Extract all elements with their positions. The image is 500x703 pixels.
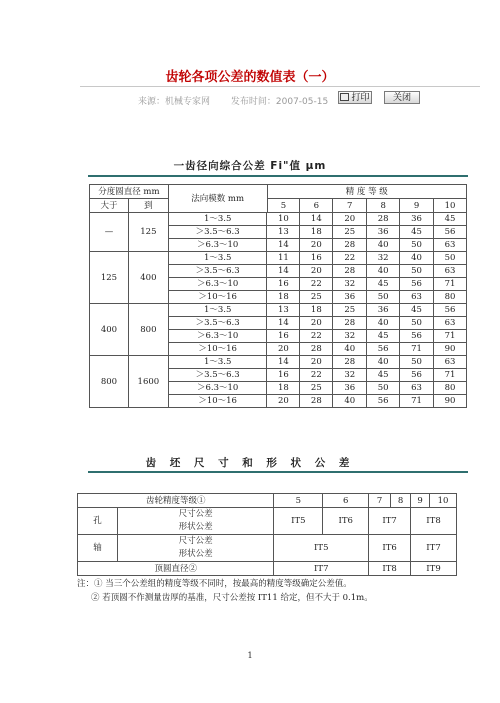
tolerance-value: 36 bbox=[333, 291, 367, 304]
module-range: ＞3.5～6.3 bbox=[168, 265, 267, 278]
tolerance-value: 56 bbox=[367, 395, 400, 408]
close-button[interactable] bbox=[384, 91, 420, 104]
tolerance-value: 40 bbox=[367, 356, 400, 369]
level-header: 10 bbox=[434, 199, 467, 213]
tolerance-value: 14 bbox=[267, 356, 300, 369]
tolerance-value: 40 bbox=[400, 252, 434, 265]
grade-label: 齿轮精度等级① bbox=[78, 494, 274, 508]
tolerance-value: 28 bbox=[300, 343, 333, 356]
close-label: 关闭 bbox=[392, 93, 411, 103]
tolerance-value: 40 bbox=[367, 265, 400, 278]
tolerance-value: 50 bbox=[400, 317, 434, 330]
tolerance-value: 25 bbox=[300, 291, 333, 304]
shaft-subitems bbox=[117, 535, 274, 562]
level-header: 5 bbox=[274, 494, 323, 508]
header-grade: 精 度 等 级 bbox=[267, 185, 467, 199]
table-row bbox=[90, 213, 467, 226]
shaft-grade5-6: IT5 bbox=[274, 535, 369, 562]
tolerance-value: 14 bbox=[300, 213, 333, 226]
module-range: ＞10～16 bbox=[168, 291, 267, 304]
level-header: 5 bbox=[267, 199, 300, 213]
note-1: 注：① 当三个公差组的精度等级不同时，按最高的精度等级确定公差值。 bbox=[77, 579, 352, 589]
tip-grade7-8: IT8 bbox=[369, 562, 411, 576]
tolerance-value: 20 bbox=[300, 356, 333, 369]
tolerance-value: 11 bbox=[267, 252, 300, 265]
section2-title: 齿 坯 尺 寸 和 形 状 公 差 bbox=[145, 457, 355, 469]
print-label: 打印 bbox=[351, 93, 370, 103]
level-header: 6 bbox=[300, 199, 333, 213]
tolerance-value: 32 bbox=[333, 369, 367, 382]
tolerance-value: 50 bbox=[367, 291, 400, 304]
diameter-to: 400 bbox=[128, 252, 168, 304]
tolerance-value: 56 bbox=[400, 369, 434, 382]
table-row bbox=[90, 252, 467, 265]
header-to: 到 bbox=[128, 199, 168, 213]
tolerance-value: 28 bbox=[333, 317, 367, 330]
tolerance-value: 22 bbox=[333, 252, 367, 265]
section1-rule bbox=[88, 175, 468, 177]
tolerance-value: 28 bbox=[300, 395, 333, 408]
hole-grade9-10: IT8 bbox=[411, 508, 457, 535]
diameter-from: 800 bbox=[90, 356, 129, 408]
radial-composite-tolerance-table bbox=[89, 184, 467, 213]
publish-date: 发布时间：2007-05-15 bbox=[230, 97, 329, 107]
tolerance-value: 16 bbox=[267, 330, 300, 343]
tolerance-value: 56 bbox=[400, 278, 434, 291]
tolerance-value: 40 bbox=[333, 395, 367, 408]
tolerance-value: 32 bbox=[367, 252, 400, 265]
shaft-grade7-8: IT6 bbox=[369, 535, 411, 562]
module-range: ＞6.3～10 bbox=[168, 330, 267, 343]
tolerance-value: 71 bbox=[434, 330, 467, 343]
table-row bbox=[90, 356, 467, 369]
level-header: 9 bbox=[411, 494, 430, 508]
hole-grade6: IT6 bbox=[323, 508, 369, 535]
table-row bbox=[90, 304, 467, 317]
tolerance-value: 80 bbox=[434, 382, 467, 395]
shaft-size-tolerance: 尺寸公差 bbox=[178, 536, 213, 546]
tolerance-value: 28 bbox=[367, 213, 400, 226]
tolerance-value: 13 bbox=[267, 226, 300, 239]
tolerance-value: 45 bbox=[400, 304, 434, 317]
tolerance-value: 90 bbox=[434, 395, 467, 408]
diameter-to: 1600 bbox=[128, 356, 168, 408]
tolerance-value: 45 bbox=[367, 278, 400, 291]
tolerance-value: 63 bbox=[434, 356, 467, 369]
note-2: ② 若顶圆不作测量齿厚的基准，尺寸公差按 IT11 给定，但不大于 0.1m。 bbox=[91, 593, 373, 603]
tolerance-value: 22 bbox=[300, 369, 333, 382]
module-range: 1～3.5 bbox=[168, 304, 267, 317]
hole-size-tolerance: 尺寸公差 bbox=[178, 509, 213, 519]
module-range: ＞6.3～10 bbox=[168, 278, 267, 291]
hole-form-tolerance: 形状公差 bbox=[178, 522, 213, 532]
level-header: 7 bbox=[369, 494, 391, 508]
diameter-to: 800 bbox=[128, 304, 168, 356]
shaft-form-tolerance: 形状公差 bbox=[178, 549, 213, 559]
tolerance-value: 40 bbox=[367, 317, 400, 330]
print-button[interactable] bbox=[338, 91, 372, 104]
tolerance-value: 71 bbox=[400, 395, 434, 408]
section2-rule bbox=[88, 471, 468, 473]
tolerance-value: 25 bbox=[300, 382, 333, 395]
tolerance-value: 56 bbox=[434, 304, 467, 317]
section1-title: 一齿径向综合公差 Fi"值 μm bbox=[173, 160, 327, 172]
module-range: ＞3.5～6.3 bbox=[168, 317, 267, 330]
tolerance-value: 63 bbox=[434, 317, 467, 330]
title-divider bbox=[80, 86, 480, 87]
diameter-from: 400 bbox=[90, 304, 129, 356]
module-range: ＞3.5～6.3 bbox=[168, 226, 267, 239]
tolerance-value: 40 bbox=[367, 239, 400, 252]
tip-grade9-10: IT9 bbox=[411, 562, 457, 576]
tolerance-value: 56 bbox=[367, 343, 400, 356]
tolerance-value: 36 bbox=[333, 382, 367, 395]
tolerance-value: 45 bbox=[367, 330, 400, 343]
tolerance-value: 32 bbox=[333, 278, 367, 291]
source-text: 来源：机械专家网 bbox=[138, 97, 211, 107]
header-from: 大于 bbox=[90, 199, 129, 213]
tolerance-value: 14 bbox=[267, 317, 300, 330]
tolerance-value: 13 bbox=[267, 304, 300, 317]
tolerance-value: 56 bbox=[400, 330, 434, 343]
module-range: 1～3.5 bbox=[168, 252, 267, 265]
tolerance-value: 22 bbox=[300, 330, 333, 343]
level-header: 6 bbox=[323, 494, 369, 508]
tolerance-value: 50 bbox=[400, 239, 434, 252]
tolerance-value: 40 bbox=[333, 343, 367, 356]
module-range: ＞10～16 bbox=[168, 395, 267, 408]
notes bbox=[77, 577, 373, 605]
module-range: ＞6.3～10 bbox=[168, 239, 267, 252]
tolerance-value: 18 bbox=[267, 291, 300, 304]
hole-label: 孔 bbox=[78, 508, 118, 535]
tolerance-value: 25 bbox=[333, 226, 367, 239]
module-range: 1～3.5 bbox=[168, 213, 267, 226]
blank-tolerance-table bbox=[77, 493, 457, 576]
shaft-label: 轴 bbox=[78, 535, 118, 562]
hole-subitems bbox=[117, 508, 274, 535]
tolerance-value: 45 bbox=[367, 369, 400, 382]
tolerance-value: 20 bbox=[300, 239, 333, 252]
tolerance-value: 16 bbox=[267, 278, 300, 291]
tolerance-value: 20 bbox=[300, 317, 333, 330]
tolerance-value: 16 bbox=[300, 252, 333, 265]
level-header: 10 bbox=[430, 494, 457, 508]
module-range: ＞6.3～10 bbox=[168, 382, 267, 395]
tolerance-value: 20 bbox=[300, 265, 333, 278]
tolerance-value: 18 bbox=[267, 382, 300, 395]
level-header: 8 bbox=[391, 494, 411, 508]
tolerance-value: 71 bbox=[434, 278, 467, 291]
tolerance-value: 63 bbox=[434, 265, 467, 278]
tolerance-value: 22 bbox=[300, 278, 333, 291]
tolerance-value: 36 bbox=[367, 304, 400, 317]
tolerance-value: 14 bbox=[267, 239, 300, 252]
tolerance-value: 50 bbox=[400, 265, 434, 278]
tolerance-value: 36 bbox=[400, 213, 434, 226]
tolerance-value: 71 bbox=[400, 343, 434, 356]
tolerance-value: 32 bbox=[333, 330, 367, 343]
tolerance-value: 16 bbox=[267, 369, 300, 382]
tolerance-value: 20 bbox=[267, 395, 300, 408]
page-title: 齿轮各项公差的数值表（一） bbox=[165, 70, 335, 85]
tip-grade5-6: IT7 bbox=[274, 562, 369, 576]
tolerance-value: 71 bbox=[434, 369, 467, 382]
tolerance-value: 20 bbox=[333, 213, 367, 226]
tolerance-value: 36 bbox=[367, 226, 400, 239]
tolerance-value: 10 bbox=[267, 213, 300, 226]
hole-grade7-8: IT7 bbox=[369, 508, 411, 535]
tolerance-value: 50 bbox=[400, 356, 434, 369]
header-diameter: 分度圆直径 mm bbox=[90, 185, 169, 199]
level-header: 8 bbox=[367, 199, 400, 213]
printer-icon bbox=[340, 93, 349, 101]
tolerance-value: 18 bbox=[300, 226, 333, 239]
tolerance-value: 28 bbox=[333, 356, 367, 369]
module-range: 1～3.5 bbox=[168, 356, 267, 369]
module-range: ＞3.5～6.3 bbox=[168, 369, 267, 382]
tolerance-value: 28 bbox=[333, 265, 367, 278]
tolerance-value: 25 bbox=[333, 304, 367, 317]
tolerance-value: 50 bbox=[367, 382, 400, 395]
tolerance-value: 45 bbox=[400, 226, 434, 239]
shaft-grade9-10: IT7 bbox=[411, 535, 457, 562]
tolerance-value: 45 bbox=[434, 213, 467, 226]
tolerance-value: 18 bbox=[300, 304, 333, 317]
diameter-from: 125 bbox=[90, 252, 129, 304]
tolerance-value: 80 bbox=[434, 291, 467, 304]
tolerance-value: 28 bbox=[333, 239, 367, 252]
module-range: ＞10～16 bbox=[168, 343, 267, 356]
tip-diameter-label: 顶圆直径② bbox=[78, 562, 274, 576]
tolerance-value: 63 bbox=[434, 239, 467, 252]
tolerance-value: 63 bbox=[400, 291, 434, 304]
header-module: 法向模数 mm bbox=[168, 185, 267, 213]
hole-grade5: IT5 bbox=[274, 508, 323, 535]
level-header: 9 bbox=[400, 199, 434, 213]
diameter-from: — bbox=[90, 213, 129, 252]
tolerance-value: 90 bbox=[434, 343, 467, 356]
tolerance-value: 20 bbox=[267, 343, 300, 356]
article-meta bbox=[138, 94, 346, 107]
tolerance-value: 56 bbox=[434, 226, 467, 239]
level-header: 7 bbox=[333, 199, 367, 213]
tolerance-value: 14 bbox=[267, 265, 300, 278]
diameter-to: 125 bbox=[128, 213, 168, 252]
tolerance-value: 50 bbox=[434, 252, 467, 265]
radial-composite-tolerance-body bbox=[89, 212, 467, 408]
page-number: 1 bbox=[247, 651, 253, 660]
tolerance-value: 63 bbox=[400, 382, 434, 395]
